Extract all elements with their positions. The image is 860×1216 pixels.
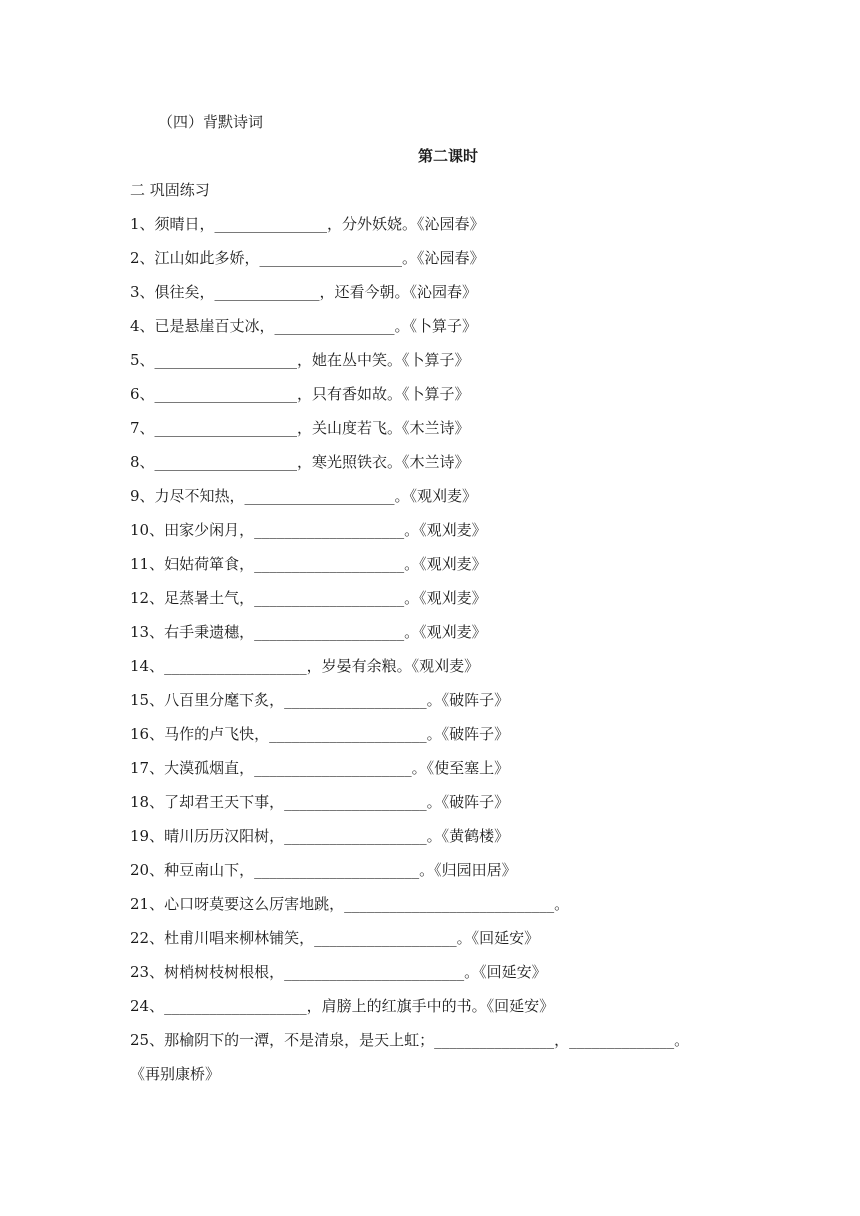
exercise-item: 2、江山如此多娇，___________________。《沁园春》: [130, 249, 485, 267]
exercise-item: 18、了却君王天下事，___________________。《破阵子》: [130, 793, 510, 811]
exercise-item: 1、须晴日，_______________，分外妖娆。《沁园春》: [130, 215, 485, 233]
exercise-item: 24、___________________，肩膀上的红旗手中的书。《回延安》: [130, 997, 555, 1015]
exercise-item: 5、___________________，她在丛中笑。《卜算子》: [130, 351, 470, 369]
exercise-item: 19、晴川历历汉阳树，___________________。《黄鹤楼》: [130, 827, 510, 845]
exercise-item: 15、八百里分麾下炙，___________________。《破阵子》: [130, 691, 510, 709]
exercise-item: 12、足蒸暑土气，____________________。《观刈麦》: [130, 589, 487, 607]
exercise-item: 14、___________________，岁晏有余粮。《观刈麦》: [130, 657, 480, 675]
exercise-item: 22、杜甫川唱来柳林铺笑，___________________。《回延安》: [130, 929, 540, 947]
exercise-item-source: 《再别康桥》: [130, 1065, 221, 1083]
exercise-item: 11、妇姑荷箪食，____________________。《观刈麦》: [130, 555, 487, 573]
exercise-item: 20、种豆南山下，______________________。《归园田居》: [130, 861, 517, 879]
exercise-item-last: [130, 1023, 750, 1091]
lesson-title: 第二课时: [417, 147, 478, 165]
exercise-item: 9、力尽不知热，____________________。《观刈麦》: [130, 487, 478, 505]
exercise-list: [130, 212, 750, 1091]
exercise-item: 8、___________________，寒光照铁衣。《木兰诗》: [130, 453, 470, 471]
exercise-item: 16、马作的卢飞快，_____________________。《破阵子》: [130, 725, 510, 743]
exercise-item: 7、___________________，关山度若飞。《木兰诗》: [130, 419, 470, 437]
exercise-item: 10、田家少闲月，____________________。《观刈麦》: [130, 521, 487, 539]
exercise-item: 6、___________________，只有香如故。《卜算子》: [130, 385, 470, 403]
exercise-item: 23、树梢树枝树根根，________________________。《回延安》: [130, 963, 547, 981]
subsection-heading: 二 巩固练习: [130, 181, 210, 199]
exercise-item: 3、俱往矣，______________，还看今朝。《沁园春》: [130, 283, 478, 301]
exercise-item: 17、大漠孤烟直，_____________________。《使至塞上》: [130, 759, 510, 777]
exercise-item: 13、右手秉遗穗，____________________。《观刈麦》: [130, 623, 487, 641]
section-heading: （四）背默诗词: [158, 113, 264, 131]
exercise-item: 4、已是悬崖百丈冰，________________。《卜算子》: [130, 317, 478, 335]
exercise-item-text: 25、那榆阴下的一潭，不是清泉，是天上虹；________________，______________。: [130, 1031, 690, 1049]
exercise-item: 21、心口呀莫要这么厉害地跳，____________________________。: [130, 895, 570, 913]
